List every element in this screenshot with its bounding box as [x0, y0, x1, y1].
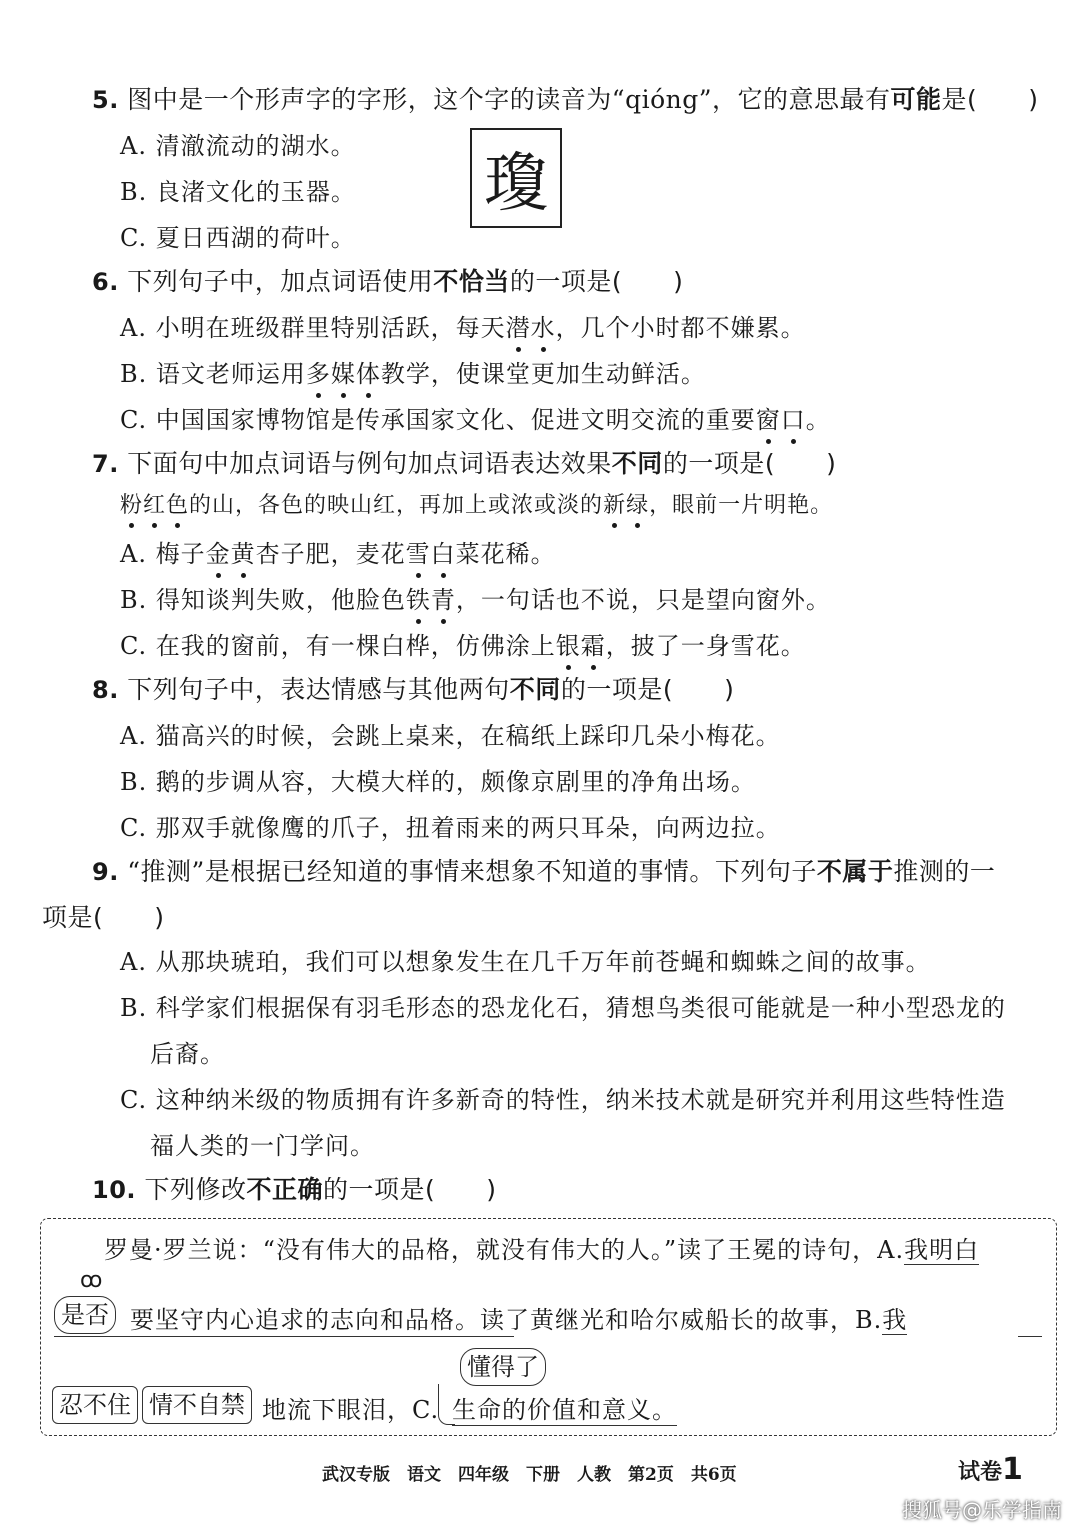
emphasis-dot-char: 体	[356, 354, 381, 389]
emphasis-dot-char: 白	[431, 534, 456, 569]
q7-number: 7.	[92, 450, 119, 478]
q10-number: 10.	[92, 1176, 137, 1204]
q5-keyword: 可能	[890, 85, 942, 114]
dotted-word	[120, 493, 189, 518]
emphasis-dot-char: 水	[531, 308, 556, 343]
q5-number: 5.	[92, 86, 119, 114]
q9-keyword: 不属于	[816, 857, 894, 886]
q6-option-a: A. 小明在班级群里特别活跃，每天潜水，几个小时都不嫌累。	[120, 308, 806, 343]
emphasis-dot-char: 新	[603, 488, 626, 519]
emphasis-dot-char: 色	[166, 488, 189, 519]
dotted-word	[506, 314, 556, 342]
emphasis-dot-char: 霜	[581, 626, 606, 661]
q6-keyword: 不恰当	[433, 267, 510, 296]
q10-stem: 10. 下列修改不正确的一项是( )	[92, 1175, 497, 1204]
revision-a-underline-line2	[54, 1336, 514, 1337]
q8-option-a: A. 猫高兴的时候，会跳上桌来，在稿纸上踩印几朵小梅花。	[120, 722, 781, 750]
revision-a-underline: 我明白	[904, 1236, 980, 1264]
revision-c-underline: 生命的价值和意义。	[452, 1390, 677, 1426]
q9-stem-line2: 项是( )	[42, 903, 165, 932]
emphasis-dot-char: 青	[431, 580, 456, 615]
emphasis-dot-char: 红	[143, 488, 166, 519]
revision-b-underline-line2	[1018, 1336, 1042, 1337]
q9-option-a: A. 从那块琥珀，我们可以想象发生在几千万年前苍蝇和蜘蛛之间的故事。	[120, 948, 931, 976]
q6-number: 6.	[92, 268, 119, 296]
emphasis-dot-char: 雪	[406, 534, 431, 569]
emphasis-dot-char: 潜	[506, 308, 531, 343]
emphasis-dot-char: 铁	[406, 580, 431, 615]
dotted-word	[206, 540, 256, 568]
emphasis-dot-char: 绿	[626, 488, 649, 519]
q9-number: 9.	[92, 858, 119, 886]
q6-option-b: B. 语文老师运用多媒体教学，使课堂更加生动鲜活。	[120, 354, 706, 389]
q9-option-c-cont: 福人类的一门学问。	[150, 1132, 375, 1160]
footer-info: 武汉专版 语文 四年级 下册 人教 第2页 共6页	[322, 1465, 737, 1485]
q5-option-a: A. 清澈流动的湖水。	[120, 132, 356, 160]
emphasis-dot-char: 黄	[231, 534, 256, 569]
q8-number: 8.	[92, 676, 119, 704]
q7-keyword: 不同	[611, 449, 663, 478]
revision-a-box: 是否	[54, 1296, 116, 1334]
q7-option-a: A. 梅子金黄杏子肥，麦花雪白菜花稀。	[120, 534, 556, 569]
dotted-word	[406, 540, 456, 568]
emphasis-dot-char: 多	[306, 354, 331, 389]
q8-option-b: B. 鹅的步调从容，大模大样的，颇像京剧里的净角出场。	[120, 768, 756, 796]
dotted-word	[556, 632, 606, 660]
revision-b-box-replacement: 情不自禁	[142, 1386, 252, 1424]
q9-option-b-cont: 后裔。	[150, 1040, 225, 1068]
dotted-word	[756, 406, 806, 434]
dotted-word	[603, 493, 649, 518]
q7-option-c: C. 在我的窗前，有一棵白桦，仿佛涂上银霜，披了一身雪花。	[120, 626, 806, 661]
seal-script-character-box	[470, 128, 562, 228]
insertion-caret	[438, 1384, 455, 1425]
q10-passage-line2: 要坚守内心追求的志向和品格。读了黄继光和哈尔威船长的故事，B.我	[130, 1306, 908, 1334]
footer-paper-label: 试卷1	[958, 1452, 1023, 1487]
deletion-mark: ꝏ	[80, 1268, 103, 1293]
q8-keyword: 不同	[509, 675, 561, 704]
footer-paper-number: 1	[1002, 1452, 1023, 1487]
watermark: 搜狐号@乐学指南	[902, 1498, 1062, 1522]
dotted-word	[306, 360, 381, 388]
revision-c-insert-box: 懂得了	[460, 1348, 546, 1386]
q6-stem: 6. 下列句子中，加点词语使用不恰当的一项是( )	[92, 267, 684, 296]
seal-script-character: 瓊	[484, 147, 548, 221]
q10-passage-line1: 罗曼·罗兰说：“没有伟大的品格，就没有伟大的人。”读了王冕的诗句，A.我明白	[104, 1236, 980, 1264]
q7-option-b: B. 得知谈判失败，他脸色铁青，一句话也不说，只是望向窗外。	[120, 580, 831, 615]
emphasis-dot-char: 媒	[331, 354, 356, 389]
q5-stem: 5. 图中是一个形声字的字形，这个字的读音为“qióng”，它的意思最有可能是( )	[92, 85, 1039, 114]
q10-passage-line3: 地流下眼泪，C.	[262, 1396, 440, 1424]
emphasis-dot-char: 银	[556, 626, 581, 661]
emphasis-dot-char: 口	[781, 400, 806, 435]
q9-stem: 9. “推测”是根据已经知道的事情来想象不知道的事情。下列句子不属于推测的一	[92, 857, 996, 886]
emphasis-dot-char: 窗	[756, 400, 781, 435]
revision-b-box-original: 忍不住	[52, 1386, 138, 1424]
q7-stem: 7. 下面句中加点词语与例句加点词语表达效果不同的一项是( )	[92, 449, 837, 478]
dotted-word	[406, 586, 456, 614]
q9-option-c: C. 这种纳米级的物质拥有许多新奇的特性，纳米技术就是研究并利用这些特性造	[120, 1086, 1006, 1114]
emphasis-dot-char: 粉	[120, 488, 143, 519]
q8-option-c: C. 那双手就像鹰的爪子，扭着雨来的两只耳朵，向两边拉。	[120, 814, 781, 842]
q5-option-b: B. 良渚文化的玉器。	[120, 178, 356, 206]
q6-option-c: C. 中国国家博物馆是传承国家文化、促进文明交流的重要窗口。	[120, 400, 831, 435]
q10-keyword: 不正确	[246, 1175, 323, 1204]
q9-option-b: B. 科学家们根据保有羽毛形态的恐龙化石，猜想鸟类很可能就是一种小型恐龙的	[120, 994, 1006, 1022]
q8-stem: 8. 下列句子中，表达情感与其他两句不同的一项是( )	[92, 675, 735, 704]
q7-example-sentence: 粉红色的山，各色的映山红，再加上或浓或淡的新绿，眼前一片明艳。	[120, 488, 833, 519]
emphasis-dot-char: 金	[206, 534, 231, 569]
revision-b-underline: 我	[882, 1306, 908, 1334]
q5-option-c: C. 夏日西湖的荷叶。	[120, 224, 356, 252]
